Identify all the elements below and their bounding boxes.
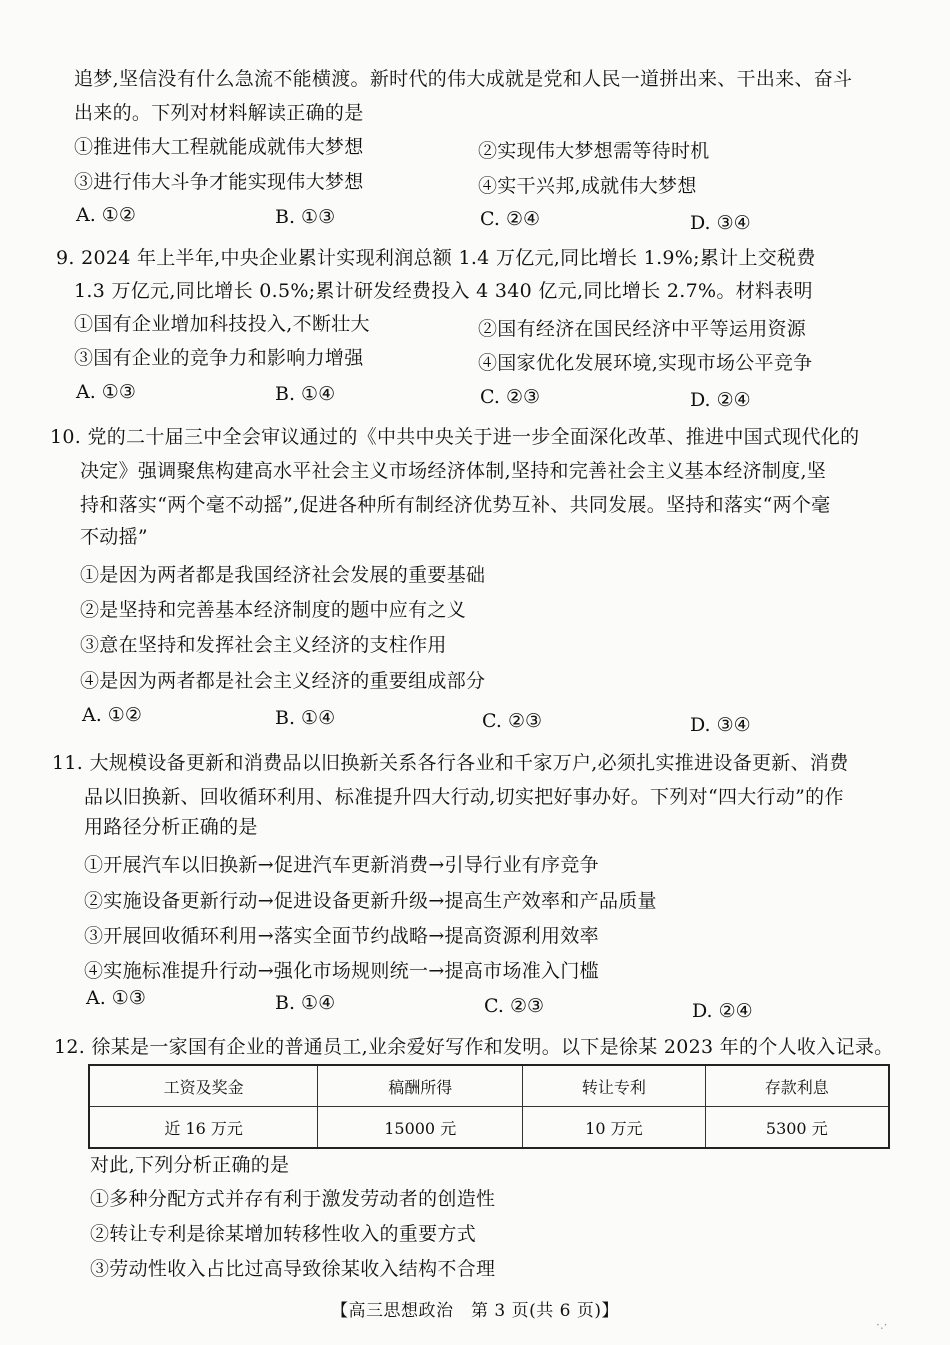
q12-stem-line1: 12. 徐某是一家国有企业的普通员工,业余爱好写作和发明。以下是徐某 2023 年的个人收入记录。 — [54, 1036, 894, 1058]
table-header-cell: 存款利息 — [705, 1065, 889, 1107]
q12-statement-3: ③劳动性收入占比过高导致徐某收入结构不合理 — [90, 1258, 496, 1280]
q11-statement-1: ①开展汽车以旧换新→促进汽车更新消费→引导行业有序竞争 — [84, 854, 599, 876]
q11-stem-line3: 用路径分析正确的是 — [84, 816, 258, 838]
q8-statement-4: ④实干兴邦,成就伟大梦想 — [478, 175, 697, 197]
q12-statement-1: ①多种分配方式并存有利于激发劳动者的创造性 — [90, 1188, 496, 1210]
table-cell: 15000 元 — [318, 1107, 523, 1149]
q11-stem-line1: 11. 大规模设备更新和消费品以旧换新关系各行各业和千家万户,必须扎实推进设备更新、消费 — [52, 752, 849, 774]
q11-option-b: B. ①④ — [275, 992, 336, 1014]
q9-stem-line2: 1.3 万亿元,同比增长 0.5%;累计研发经费投入 4 340 亿元,同比增长 2.7%。材料表明 — [74, 280, 813, 302]
q10-statement-1: ①是因为两者都是我国经济社会发展的重要基础 — [80, 564, 486, 586]
q9-option-b: B. ①④ — [275, 383, 336, 405]
q8-statement-3: ③进行伟大斗争才能实现伟大梦想 — [74, 171, 364, 193]
table-cell: 5300 元 — [705, 1107, 889, 1149]
q9-stem-line1: 9. 2024 年上半年,中央企业累计实现利润总额 1.4 万亿元,同比增长 1.9%;累计上交税费 — [56, 247, 816, 269]
q11-statement-3: ③开展回收循环利用→落实全面节约战略→提高资源利用效率 — [84, 925, 599, 947]
q10-stem-line2: 决定》强调聚焦构建高水平社会主义市场经济体制,坚持和完善社会主义基本经济制度,坚 — [80, 460, 827, 482]
q8-option-a: A. ①② — [76, 204, 136, 226]
q11-option-c: C. ②③ — [484, 995, 545, 1017]
q11-stem-line2: 品以旧换新、回收循环利用、标准提升四大行动,切实把好事办好。下列对“四大行动”的作 — [84, 786, 844, 808]
q8-text-line2: 出来的。下列对材料解读正确的是 — [74, 102, 364, 124]
table-row — [89, 1107, 889, 1149]
page-footer: 【高三思想政治 第 3 页(共 6 页)】 — [330, 1301, 619, 1321]
q8-option-d: D. ③④ — [690, 212, 751, 234]
q11-option-a: A. ①③ — [86, 987, 146, 1009]
table-header-cell: 转让专利 — [523, 1065, 705, 1107]
table-cell: 10 万元 — [523, 1107, 705, 1149]
q8-text-line1: 追梦,坚信没有什么急流不能横渡。新时代的伟大成就是党和人民一道拼出来、干出来、奋斗 — [74, 68, 853, 90]
q12-stem-line2: 对此,下列分析正确的是 — [90, 1154, 290, 1176]
q12-statement-2: ②转让专利是徐某增加转移性收入的重要方式 — [90, 1223, 477, 1245]
table-header-row — [89, 1065, 889, 1107]
q10-stem-line1: 10. 党的二十届三中全会审议通过的《中共中央关于进一步全面深化改革、推进中国式现代化的 — [50, 426, 860, 448]
table-cell: 近 16 万元 — [89, 1107, 318, 1149]
q11-statement-2: ②实施设备更新行动→促进设备更新升级→提高生产效率和产品质量 — [84, 890, 657, 912]
table-header-cell: 工资及奖金 — [89, 1065, 318, 1107]
q10-statement-4: ④是因为两者都是社会主义经济的重要组成部分 — [80, 670, 486, 692]
q10-stem-line3: 持和落实“两个毫不动摇”,促进各种所有制经济优势互补、共同发展。坚持和落实“两个毫 — [80, 494, 831, 516]
q10-statement-2: ②是坚持和完善基本经济制度的题中应有之义 — [80, 599, 467, 621]
q10-stem-line4: 不动摇” — [80, 526, 148, 548]
q8-option-c: C. ②④ — [480, 208, 541, 230]
q9-statement-2: ②国有经济在国民经济中平等运用资源 — [478, 318, 807, 340]
q9-option-a: A. ①③ — [76, 381, 136, 403]
q10-option-b: B. ①④ — [275, 707, 336, 729]
q9-statement-1: ①国有企业增加科技投入,不断壮大 — [74, 313, 370, 335]
q8-statement-1: ①推进伟大工程就能成就伟大梦想 — [74, 136, 364, 158]
q9-option-c: C. ②③ — [480, 386, 541, 408]
q11-option-d: D. ②④ — [692, 1000, 753, 1022]
corner-mark: ·.· — [876, 1318, 888, 1332]
q11-statement-4: ④实施标准提升行动→强化市场规则统一→提高市场准入门槛 — [84, 960, 599, 982]
q10-statement-3: ③意在坚持和发挥社会主义经济的支柱作用 — [80, 634, 447, 656]
q10-option-d: D. ③④ — [690, 714, 751, 736]
q8-option-b: B. ①③ — [275, 206, 336, 228]
q9-statement-4: ④国家优化发展环境,实现市场公平竞争 — [478, 352, 813, 374]
q9-option-d: D. ②④ — [690, 389, 751, 411]
q8-statement-2: ②实现伟大梦想需等待时机 — [478, 140, 710, 162]
q10-option-c: C. ②③ — [482, 710, 543, 732]
q10-option-a: A. ①② — [82, 704, 142, 726]
table-header-cell: 稿酬所得 — [318, 1065, 523, 1107]
q9-statement-3: ③国有企业的竞争力和影响力增强 — [74, 347, 364, 369]
income-table — [88, 1064, 890, 1149]
